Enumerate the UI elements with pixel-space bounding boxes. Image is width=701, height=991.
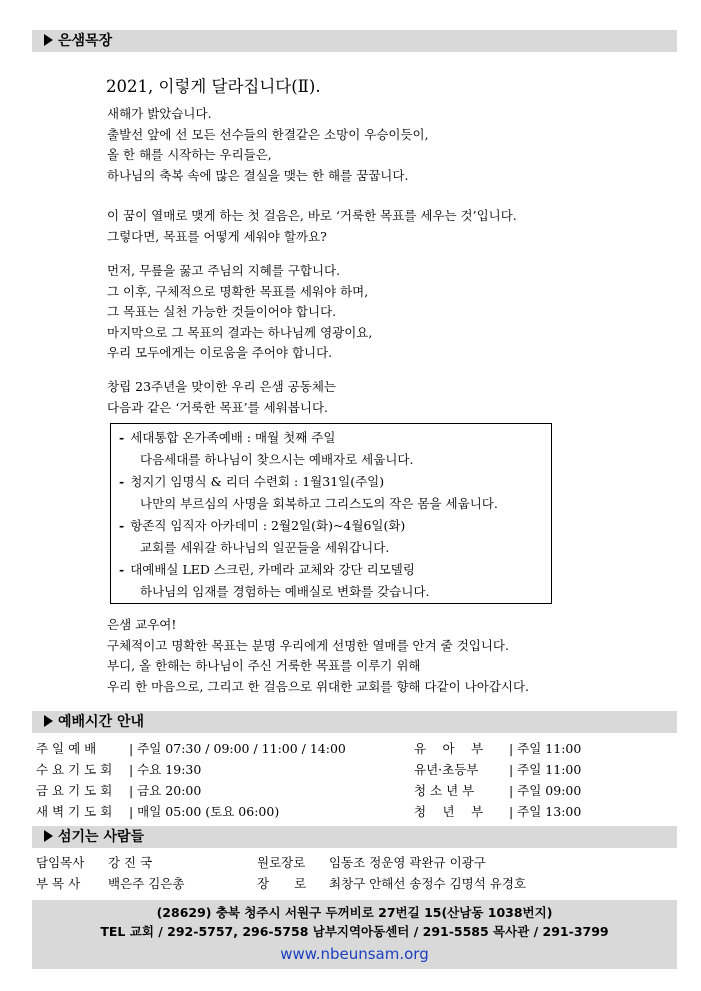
schedule-label: 유년·초등부 bbox=[414, 762, 479, 777]
worship-schedule-left bbox=[36, 738, 346, 822]
text-line: 그렇다면, 목표를 어떻게 세워야 할까요? bbox=[107, 228, 327, 244]
schedule-row bbox=[414, 801, 581, 822]
schedule-time: | 금요 20:00 bbox=[129, 783, 202, 798]
schedule-label: 수 요 기 도 회 bbox=[36, 762, 113, 777]
schedule-label: 새 벽 기 도 회 bbox=[36, 804, 113, 819]
text-line: 부디, 올 한해는 하나님이 주신 거룩한 목표를 이루기 위해 bbox=[107, 658, 421, 673]
section-header-label: 섬기는 사람들 bbox=[58, 829, 145, 845]
triangle-bullet-icon bbox=[44, 34, 53, 46]
goal-item-heading: - 대예배실 LED 스크린, 카메라 교체와 강단 리모델링 bbox=[119, 562, 415, 577]
staff-row bbox=[36, 873, 526, 894]
text-line: 창립 23주년을 맞이한 우리 은샘 공동체는 bbox=[107, 379, 336, 394]
schedule-row bbox=[36, 801, 346, 822]
staff-list bbox=[36, 852, 526, 894]
text-line: 먼저, 무릎을 꿇고 주님의 지혜를 구합니다. bbox=[107, 263, 341, 278]
goal-item-description: 나만의 부르심의 사명을 회복하고 그리스도의 작은 몸을 세웁니다. bbox=[140, 496, 498, 511]
section-header-staff bbox=[32, 826, 677, 848]
schedule-row bbox=[36, 759, 346, 780]
paragraph-2 bbox=[107, 206, 517, 247]
text-line: 그 목표는 실천 가능한 것들이어야 합니다. bbox=[107, 304, 337, 319]
goal-item-heading: - 세대통합 온가족예배 : 매월 첫째 주일 bbox=[119, 430, 336, 445]
schedule-label: 주 일 예 배 bbox=[36, 741, 97, 756]
dash-bullet: - bbox=[119, 430, 125, 445]
schedule-time: | 수요 19:30 bbox=[129, 762, 202, 777]
schedule-time: | 주일 11:00 bbox=[509, 741, 582, 756]
goal-item-description: 교회를 세워갈 하나님의 일꾼들을 세워갑니다. bbox=[140, 540, 390, 555]
dash-bullet: - bbox=[119, 562, 125, 577]
triangle-bullet-icon bbox=[44, 715, 53, 727]
section-header-eunsam bbox=[32, 30, 677, 52]
text-line: 우리 모두에게는 이로움을 주어야 합니다. bbox=[107, 345, 333, 360]
goal-item-heading: - 청지기 임명식 & 리더 수련회 : 1월31일(주일) bbox=[119, 474, 385, 489]
staff-row bbox=[36, 852, 526, 873]
text-line: 마지막으로 그 목표의 결과는 하나님께 영광이요, bbox=[107, 324, 373, 340]
church-website-link[interactable]: www.nbeunsam.org bbox=[280, 945, 429, 963]
text-line: 구체적이고 명확한 목표는 분명 우리에게 선명한 열매를 안겨 줄 것입니다. bbox=[107, 637, 509, 653]
text-line: 출발선 앞에 선 모든 선수들의 한결같은 소망이 우승이듯이, bbox=[107, 126, 429, 142]
church-phones: TEL 교회 / 292-5757, 296-5758 남부지역아동센터 / 291-5585 목사관 / 291-3799 bbox=[100, 924, 609, 939]
staff-name: 백은주 김은총 bbox=[108, 876, 185, 891]
article-title: 2021, 이렇게 달라집니다(Ⅱ). bbox=[106, 77, 321, 96]
schedule-row bbox=[414, 738, 581, 759]
schedule-time: | 주일 07:30 / 09:00 / 11:00 / 14:00 bbox=[129, 741, 346, 756]
text-line: 은샘 교우여! bbox=[107, 617, 177, 632]
schedule-row bbox=[414, 780, 581, 801]
text-line: 이 꿈이 열매로 맺게 하는 첫 걸음은, 바로 ‘거룩한 목표를 세우는 것’입니다. bbox=[107, 208, 517, 223]
staff-role: 원로장로 bbox=[257, 855, 306, 870]
goal-item-description: 하나님의 임재를 경험하는 예배실로 변화를 갖습니다. bbox=[140, 584, 430, 599]
triangle-bullet-icon bbox=[44, 830, 53, 842]
footer-contact bbox=[32, 900, 677, 969]
paragraph-3 bbox=[107, 261, 372, 364]
section-header-label: 은샘목장 bbox=[58, 33, 113, 49]
text-line: 올 한 해를 시작하는 우리들은, bbox=[107, 147, 272, 162]
schedule-row bbox=[36, 780, 346, 801]
dash-bullet: - bbox=[119, 518, 125, 533]
staff-role: 장 로 bbox=[257, 876, 307, 891]
staff-name: 강 진 국 bbox=[108, 855, 153, 870]
staff-role: 담임목사 bbox=[36, 855, 85, 870]
schedule-label: 청 년 부 bbox=[414, 804, 484, 819]
goal-item-heading: - 항존직 임직자 아카데미 : 2월2일(화)~4월6일(화) bbox=[119, 518, 406, 533]
paragraph-1 bbox=[107, 104, 429, 186]
text-line: 우리 한 마음으로, 그리고 한 걸음으로 위대한 교회를 향해 다같이 나아갑시다. bbox=[107, 678, 530, 694]
section-header-worship-times bbox=[32, 711, 677, 733]
staff-role: 부 목 사 bbox=[36, 876, 81, 891]
text-line: 하나님의 축복 속에 많은 결실을 맺는 한 해를 꿈꿉니다. bbox=[107, 167, 409, 183]
schedule-row bbox=[36, 738, 346, 759]
text-line: 다음과 같은 ‘거룩한 목표’를 세워봅니다. bbox=[107, 399, 329, 415]
schedule-time: | 주일 13:00 bbox=[509, 804, 582, 819]
schedule-label: 금 요 기 도 회 bbox=[36, 783, 113, 798]
staff-name: 임동조 정운영 곽완규 이광구 bbox=[329, 855, 486, 870]
schedule-row bbox=[414, 759, 581, 780]
schedule-time: | 매일 05:00 (토요 06:00) bbox=[129, 804, 280, 819]
schedule-label: 청 소 년 부 bbox=[414, 783, 475, 798]
staff-name: 최창구 안해선 송정수 김명석 유경호 bbox=[329, 876, 527, 891]
paragraph-5 bbox=[107, 615, 529, 697]
dash-bullet: - bbox=[119, 474, 125, 489]
schedule-label: 유 아 부 bbox=[414, 741, 484, 756]
paragraph-4 bbox=[107, 377, 336, 418]
section-header-label: 예배시간 안내 bbox=[58, 714, 145, 730]
schedule-time: | 주일 11:00 bbox=[509, 762, 582, 777]
goal-item-description: 다음세대를 하나님이 찾으시는 예배자로 세웁니다. bbox=[140, 452, 414, 467]
worship-schedule-right bbox=[414, 738, 581, 822]
goals-box bbox=[110, 423, 552, 604]
schedule-time: | 주일 09:00 bbox=[509, 783, 582, 798]
church-address: (28629) 충북 청주시 서원구 두꺼비로 27번길 15(산남동 1038번지) bbox=[156, 905, 553, 920]
text-line: 그 이후, 구체적으로 명확한 목표를 세워야 하며, bbox=[107, 283, 369, 299]
text-line: 새해가 밝았습니다. bbox=[107, 106, 212, 121]
